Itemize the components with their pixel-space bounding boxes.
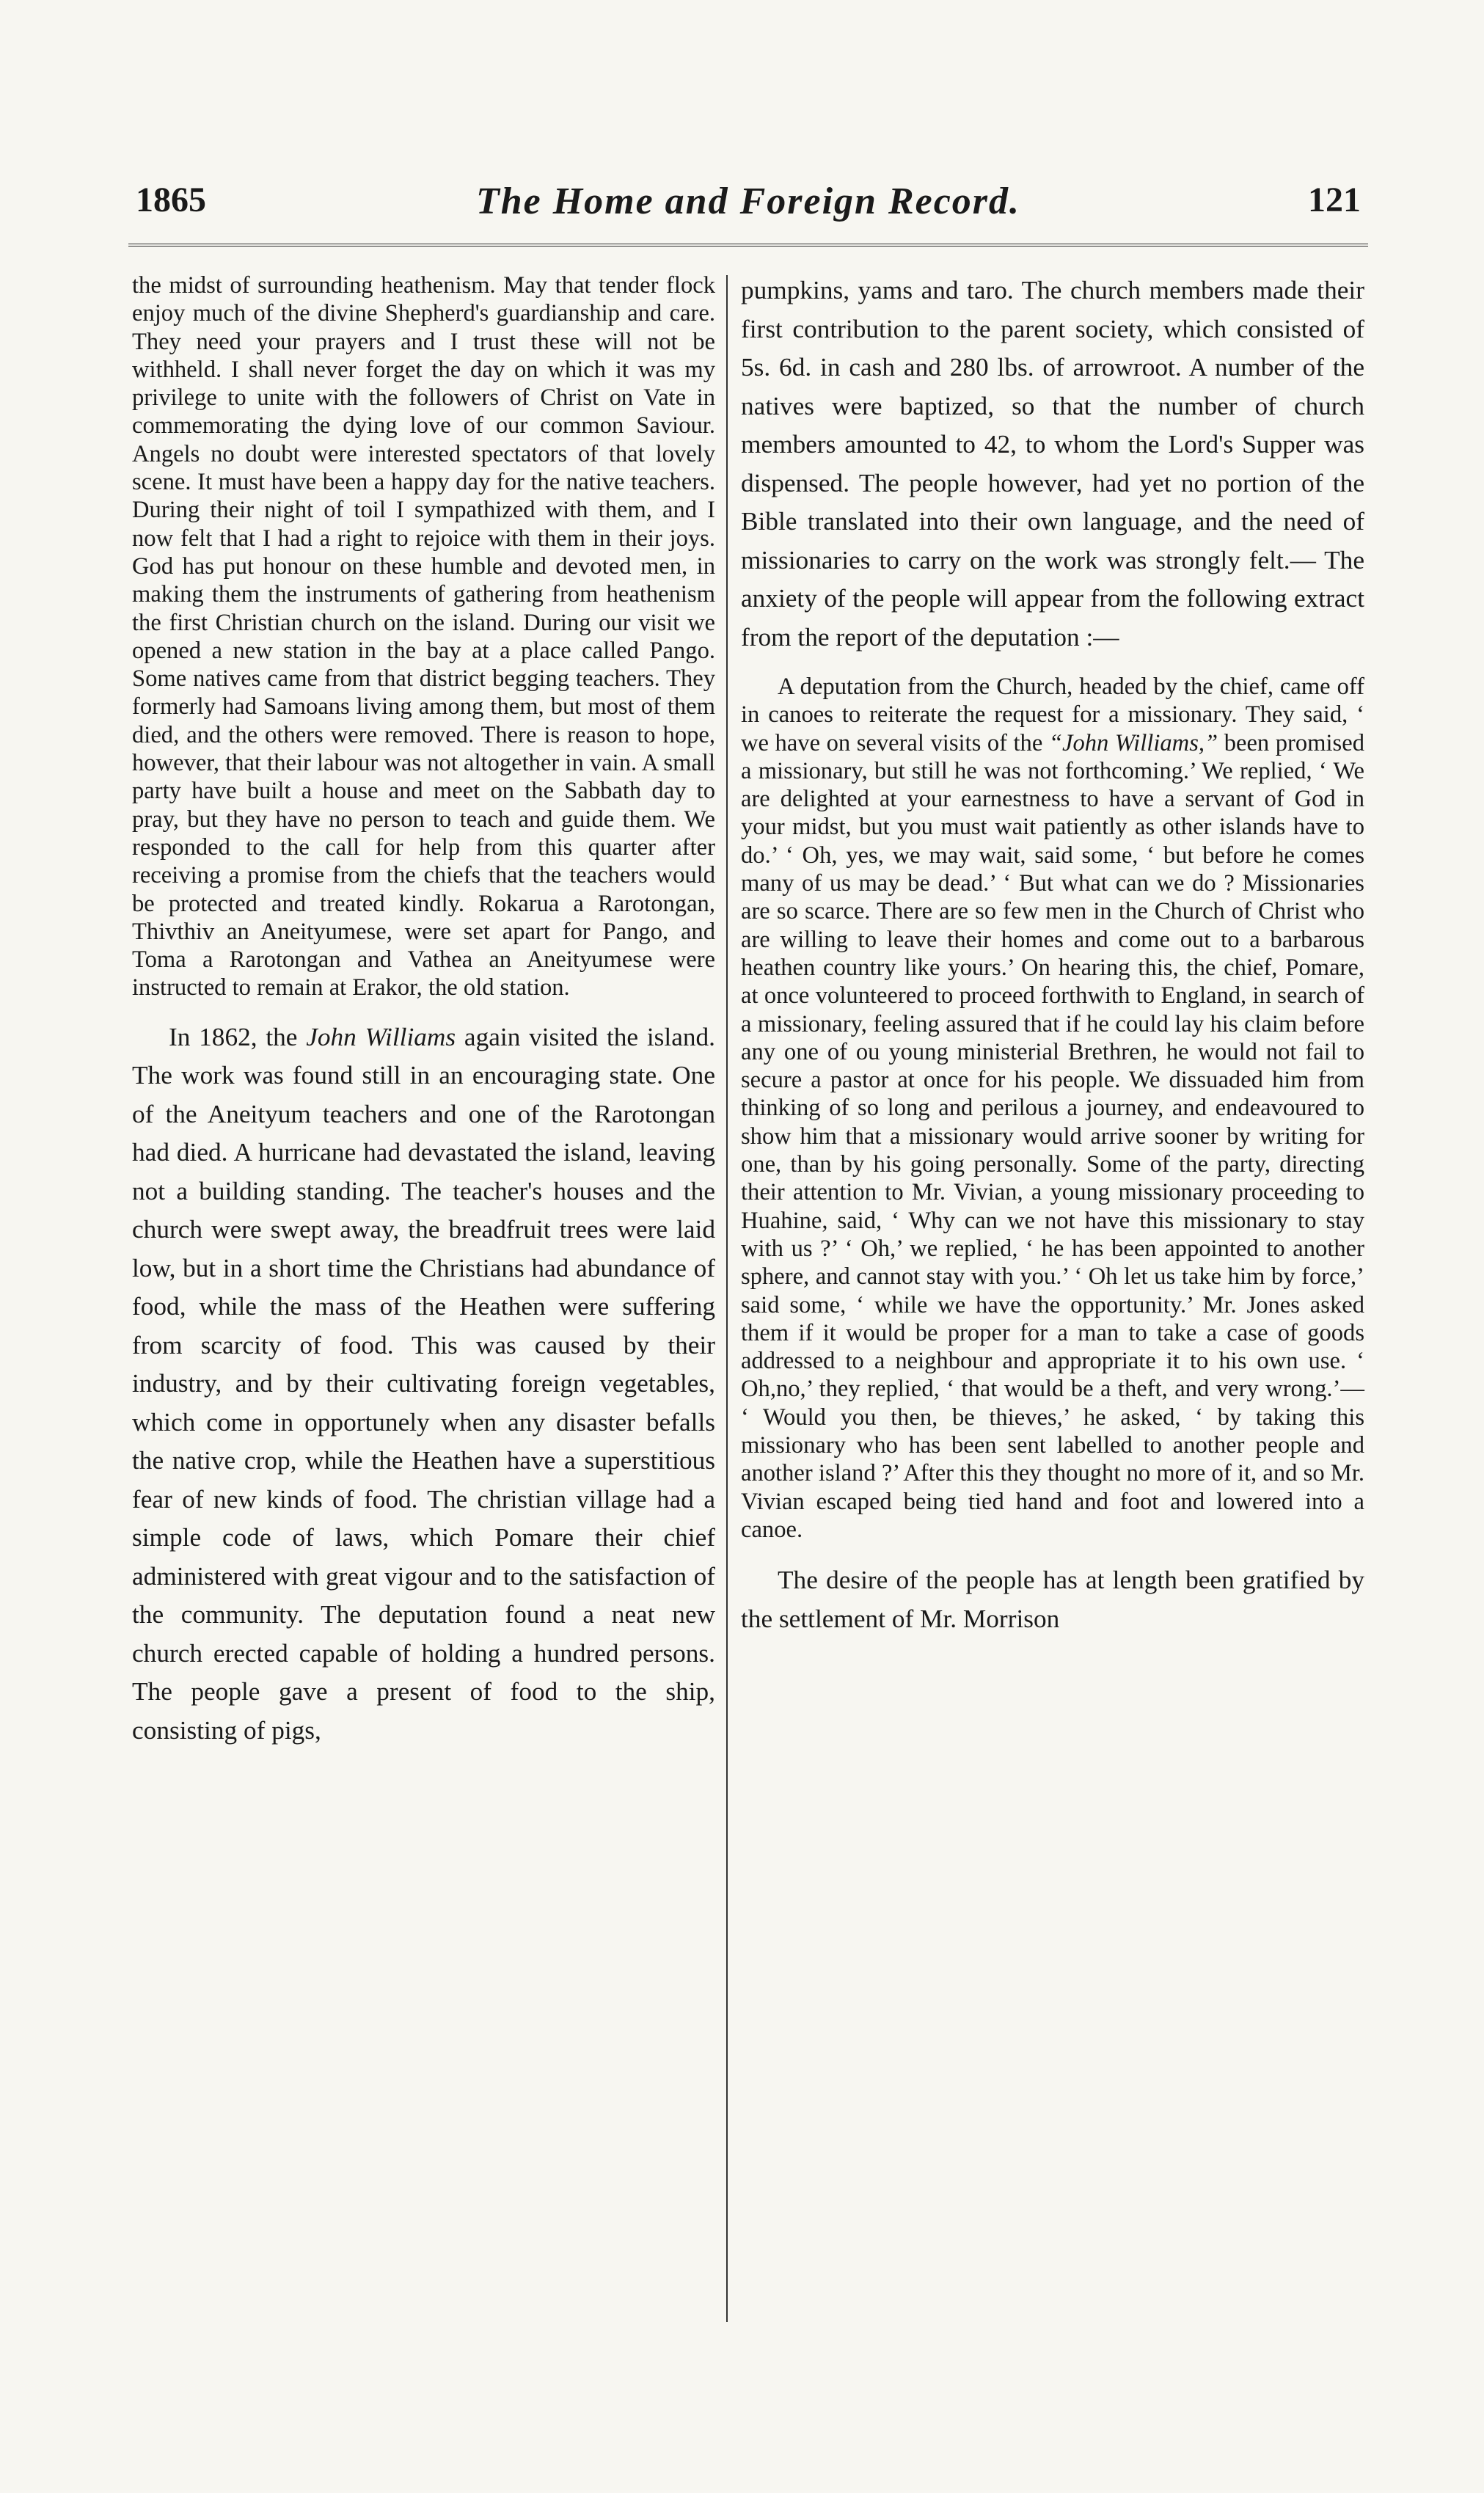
left-paragraph-2 <box>132 1018 715 1751</box>
paragraph-text: again visited the island. The work was found still in an encouraging state. One of the Aneityum teachers and one of the Rarotongan had died. A hurricane had devastated the island, leaving not a building standing. The teacher's houses and the church were swept away, the breadfruit trees were laid low, but in a short time the Christians had abundance of food, while the mass of the Heathen were suffering from scarcity of food. This was caused by their industry, and by their cultivating foreign vegetables, which come in opportunely when any disaster befalls the native crop, while the Heathen have a superstitious fear of new kinds of food. The christian village had a simple code of laws, which Pomare their chief administered with great vigour and to the satisfaction of the community. The deputation found a neat new church erected capable of holding a hundred persons. The people gave a present of food to the ship, consisting of pigs, <box>132 1022 715 1745</box>
right-paragraph-1: pumpkins, yams and taro. The church members made their first contribution to the parent society, which consisted of 5s. 6d. in cash and 280 lbs. of arrowroot. A number of the natives were baptized, so that the number of church members amounted to 42, to whom the Lord's Supper was dispensed. The people however, had yet no portion of the Bible translated into their own language, and the need of missionaries to carry on the work was strongly felt.— The anxiety of the people will appear from the following extract from the report of the deputation :— <box>741 276 1364 651</box>
right-column <box>741 271 1364 1638</box>
paragraph-text: been promised a missionary, but still he was not forthcoming.’ We replied, ‘ We are delighted at your earnestness to have a servant of God in your midst, but you must wait patiently as other islands have to do.’ ‘ Oh, yes, we may wait, said some, ‘ but before he comes many of us may be dead.’ ‘ But what can we do ? Missionaries are so scarce. There are so few men in the Church of Christ who are willing to leave their homes and come out to a barbarous heathen country like yours.’ On hearing this, the chief, Pomare, at once volunteered to proceed forthwith to England, in search of a missionary, feeling assured that if he could lay his claim before any one of ou young ministerial Brethren, he would not fail to secure a pastor at once for his people. We dissuaded him from thinking of so long and perilous a journey, and endeavoured to show him that a missionary would arrive sooner by writing for one, than by his going personally. Some of the party, directing their attention to Mr. Vivian, a young missionary proceeding to Huahine, said, ‘ Why can we not have this missionary to stay with us ?’ ‘ Oh,’ we replied, ‘ he has been appointed to another sphere, and cannot stay with you.’ ‘ Oh let us take him by force,’ said some, ‘ while we have the opportunity.’ Mr. Jones asked them if it would be proper for a man to take a case of goods addressed to a neighbour and appropriate it to his own use. ‘ Oh,no,’ they replied, ‘ that would be a theft, and very wrong.’— ‘ Would you then, be thieves,’ he asked, ‘ by taking this missionary who has been sent labelled to another people and another island ?’ After this they thought no more of it, and so Mr. Vivian escaped being tied hand and foot and lowered into a canoe. <box>741 729 1364 1543</box>
page-number: 121 <box>1308 180 1361 219</box>
journal-title: The Home and Foreign Record. <box>475 180 1021 222</box>
page-year: 1865 <box>136 180 206 219</box>
column-divider <box>726 275 728 2322</box>
ship-name: John Williams <box>306 1022 456 1051</box>
ship-name: “John Williams,” <box>1048 729 1218 756</box>
header-rule <box>128 244 1368 247</box>
running-header <box>128 180 1368 238</box>
left-column <box>132 271 715 1750</box>
left-paragraph-1: the midst of surrounding heathenism. May that tender flock enjoy much of the divine Shepherd's guardianship and care. They need your prayers and I trust these will not be withheld. I shall never forget the day on which it was my privilege to unite with the followers of Christ on Vate in commemorating the dying love of our common Saviour. Angels no doubt were interested spectators of that lovely scene. It must have been a happy day for the native teachers. During their night of toil I sympathized with them, and I now felt that I had a right to rejoice with them in their joys. God has put honour on these humble and devoted men, in making them the instruments of gathering from heathenism the first Christian church on the island. During our visit we opened a new station in the bay at a place called Pango. Some natives came from that district begging teachers. They formerly had Samoans living among them, but most of them died, and the others were removed. There is reason to hope, however, that their labour was not altogether in vain. A small party have built a house and meet on the Sabbath day to pray, but they have no person to teach and guide them. We responded to the call for help from this quarter after receiving a promise from the chiefs that the teachers would be protected and treated kindly. Rokarua a Rarotongan, Thivthiv an Aneityumese, were set apart for Pango, and Toma a Rarotongan and Vathea an Aneityumese were instructed to remain at Erakor, the old station. <box>132 272 715 1001</box>
paragraph-lead: A deputation from the Church, headed by the chief, came off in canoes to reiterate the request for a missionary. They said, ‘ we have on several visits of the <box>741 674 1364 756</box>
right-paragraph-2 <box>741 673 1364 1544</box>
paragraph-lead: In 1862, the <box>169 1022 307 1051</box>
right-paragraph-3: The desire of the people has at length been gratified by the settlement of Mr. Morrison <box>741 1566 1364 1633</box>
